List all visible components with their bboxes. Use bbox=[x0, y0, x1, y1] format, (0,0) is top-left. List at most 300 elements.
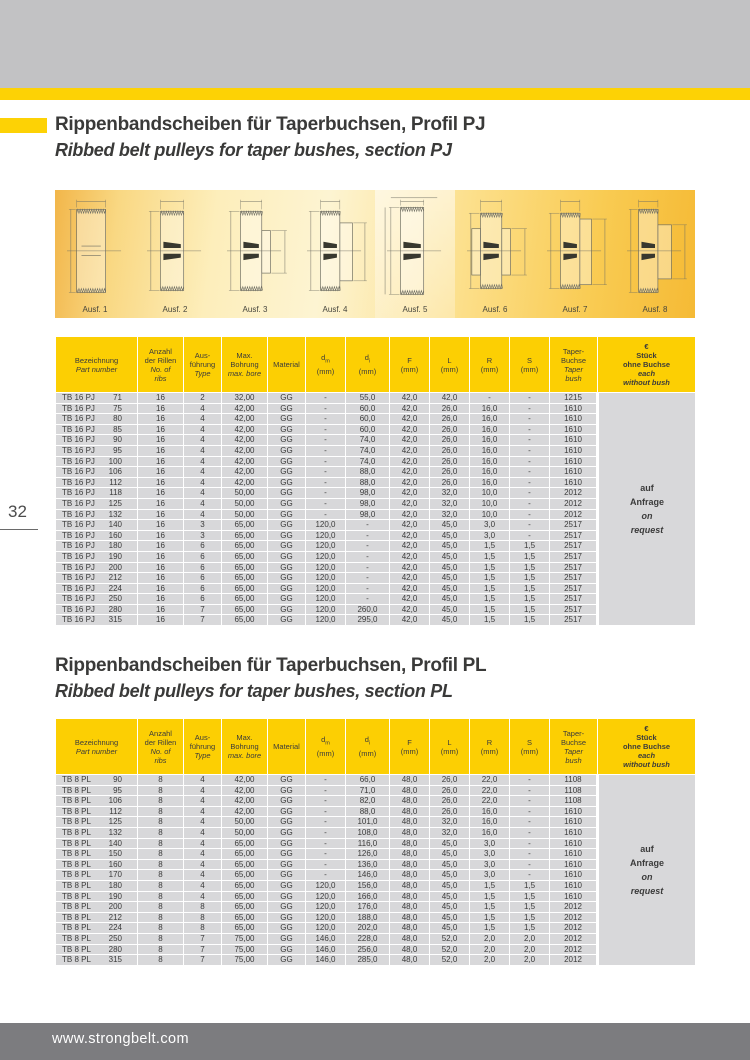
part-number-cell: TB 16 PJ 90 bbox=[56, 435, 138, 446]
data-cell: - bbox=[306, 414, 346, 425]
data-cell: 42,0 bbox=[390, 562, 430, 573]
pulley-cross-section bbox=[536, 192, 614, 304]
data-cell: GG bbox=[268, 880, 306, 891]
part-number-cell: TB 8 PL 150 bbox=[56, 849, 138, 860]
data-cell: GG bbox=[268, 859, 306, 870]
column-header: $d_m$ (mm) bbox=[306, 719, 346, 775]
pulley-drawings-panel bbox=[55, 190, 695, 318]
pj-table bbox=[55, 336, 696, 626]
data-cell: 65,00 bbox=[222, 530, 268, 541]
data-cell: 1610 bbox=[550, 880, 598, 891]
data-cell: - bbox=[510, 817, 550, 828]
data-cell: 26,0 bbox=[430, 467, 470, 478]
part-number-cell: TB 16 PJ 118 bbox=[56, 488, 138, 499]
data-cell: - bbox=[346, 520, 390, 531]
data-cell: - bbox=[510, 530, 550, 541]
data-cell: 50,00 bbox=[222, 827, 268, 838]
data-cell: - bbox=[346, 573, 390, 584]
data-cell: GG bbox=[268, 944, 306, 955]
data-cell: 26,0 bbox=[430, 456, 470, 467]
data-cell: - bbox=[510, 775, 550, 786]
data-cell: 42,00 bbox=[222, 775, 268, 786]
data-cell: 285,0 bbox=[346, 955, 390, 966]
data-cell: 66,0 bbox=[346, 775, 390, 786]
column-header: Material bbox=[268, 719, 306, 775]
data-cell: 2012 bbox=[550, 902, 598, 913]
data-cell: 2,0 bbox=[470, 944, 510, 955]
pulley-drawing bbox=[455, 190, 535, 318]
data-cell: - bbox=[306, 403, 346, 414]
data-cell: 108,0 bbox=[346, 827, 390, 838]
data-cell: 1108 bbox=[550, 796, 598, 807]
data-cell: 16 bbox=[138, 414, 184, 425]
part-number-cell: TB 16 PJ 132 bbox=[56, 509, 138, 520]
data-cell: 65,00 bbox=[222, 902, 268, 913]
data-cell: 120,0 bbox=[306, 562, 346, 573]
data-cell: - bbox=[510, 393, 550, 404]
page-number: 32 bbox=[8, 502, 27, 521]
data-cell: GG bbox=[268, 424, 306, 435]
data-cell: 88,0 bbox=[346, 806, 390, 817]
data-cell: 2012 bbox=[550, 944, 598, 955]
data-cell: GG bbox=[268, 902, 306, 913]
part-number-cell: TB 16 PJ 160 bbox=[56, 530, 138, 541]
data-cell: GG bbox=[268, 817, 306, 828]
data-cell: 42,0 bbox=[390, 424, 430, 435]
data-cell: - bbox=[306, 859, 346, 870]
data-cell: 1610 bbox=[550, 838, 598, 849]
data-cell: 75,00 bbox=[222, 933, 268, 944]
data-cell: 48,0 bbox=[390, 923, 430, 934]
data-cell: 228,0 bbox=[346, 933, 390, 944]
data-cell: 22,0 bbox=[470, 785, 510, 796]
data-cell: 2012 bbox=[550, 912, 598, 923]
data-cell: 42,00 bbox=[222, 445, 268, 456]
data-cell: 3,0 bbox=[470, 530, 510, 541]
section-pj-titles bbox=[55, 112, 485, 163]
data-cell: 42,00 bbox=[222, 477, 268, 488]
data-cell: 26,0 bbox=[430, 435, 470, 446]
pl-table bbox=[55, 718, 696, 966]
data-cell: 4 bbox=[184, 414, 222, 425]
part-number-cell: TB 16 PJ 80 bbox=[56, 414, 138, 425]
data-cell: 4 bbox=[184, 403, 222, 414]
data-cell: 1,5 bbox=[470, 880, 510, 891]
data-cell: 2,0 bbox=[510, 933, 550, 944]
data-cell: 1,5 bbox=[470, 891, 510, 902]
data-cell: 16 bbox=[138, 403, 184, 414]
data-cell: 1,5 bbox=[510, 891, 550, 902]
data-cell: - bbox=[346, 562, 390, 573]
data-cell: 75,00 bbox=[222, 955, 268, 966]
data-cell: GG bbox=[268, 796, 306, 807]
data-cell: 120,0 bbox=[306, 551, 346, 562]
drawing-label: Ausf. 6 bbox=[482, 305, 508, 314]
data-cell: 26,0 bbox=[430, 806, 470, 817]
data-cell: 295,0 bbox=[346, 615, 390, 626]
data-cell: - bbox=[306, 445, 346, 456]
data-cell: 2517 bbox=[550, 530, 598, 541]
data-cell: 4 bbox=[184, 859, 222, 870]
data-cell: 8 bbox=[138, 859, 184, 870]
pulley-cross-section bbox=[216, 192, 294, 304]
data-cell: 45,0 bbox=[430, 880, 470, 891]
data-cell: 1610 bbox=[550, 467, 598, 478]
data-cell: GG bbox=[268, 393, 306, 404]
data-cell: 48,0 bbox=[390, 806, 430, 817]
part-number-cell: TB 8 PL 200 bbox=[56, 902, 138, 913]
data-cell: GG bbox=[268, 520, 306, 531]
pulley-cross-section bbox=[616, 192, 694, 304]
data-cell: 1,5 bbox=[510, 594, 550, 605]
column-header: Max. Bohrung max. bore bbox=[222, 337, 268, 393]
data-cell: - bbox=[510, 414, 550, 425]
data-cell: GG bbox=[268, 467, 306, 478]
data-cell: 45,0 bbox=[430, 562, 470, 573]
data-cell: 16 bbox=[138, 551, 184, 562]
data-cell: 16,0 bbox=[470, 806, 510, 817]
data-cell: 45,0 bbox=[430, 902, 470, 913]
part-number-cell: TB 8 PL 180 bbox=[56, 880, 138, 891]
data-cell: 42,0 bbox=[390, 530, 430, 541]
part-number-cell: TB 16 PJ 75 bbox=[56, 403, 138, 414]
data-cell: 48,0 bbox=[390, 880, 430, 891]
data-cell: 8 bbox=[184, 923, 222, 934]
data-cell: 1108 bbox=[550, 775, 598, 786]
data-cell: 65,00 bbox=[222, 520, 268, 531]
data-cell: - bbox=[306, 393, 346, 404]
data-cell: - bbox=[346, 541, 390, 552]
data-cell: 2012 bbox=[550, 933, 598, 944]
column-header: $d_m$ (mm) bbox=[306, 337, 346, 393]
part-number-cell: TB 16 PJ 85 bbox=[56, 424, 138, 435]
data-cell: 48,0 bbox=[390, 944, 430, 955]
data-cell: - bbox=[306, 796, 346, 807]
data-cell: 16 bbox=[138, 477, 184, 488]
data-cell: 42,00 bbox=[222, 414, 268, 425]
data-cell: 1,5 bbox=[470, 912, 510, 923]
drawing-label: Ausf. 3 bbox=[242, 305, 268, 314]
data-cell: - bbox=[510, 488, 550, 499]
data-cell: 50,00 bbox=[222, 817, 268, 828]
pulley-cross-section bbox=[376, 192, 454, 304]
data-cell: 26,0 bbox=[430, 403, 470, 414]
data-cell: 4 bbox=[184, 806, 222, 817]
data-cell: GG bbox=[268, 933, 306, 944]
data-cell: 7 bbox=[184, 944, 222, 955]
part-number-cell: TB 16 PJ 95 bbox=[56, 445, 138, 456]
data-cell: 65,00 bbox=[222, 573, 268, 584]
data-cell: 4 bbox=[184, 424, 222, 435]
data-cell: 260,0 bbox=[346, 604, 390, 615]
data-cell: 98,0 bbox=[346, 498, 390, 509]
data-cell: 48,0 bbox=[390, 849, 430, 860]
data-cell: 4 bbox=[184, 870, 222, 881]
data-cell: - bbox=[306, 456, 346, 467]
data-cell: 2517 bbox=[550, 551, 598, 562]
data-cell: 52,0 bbox=[430, 955, 470, 966]
data-cell: 2517 bbox=[550, 594, 598, 605]
data-cell: - bbox=[510, 424, 550, 435]
data-cell: GG bbox=[268, 827, 306, 838]
data-cell: 1108 bbox=[550, 785, 598, 796]
data-cell: 60,0 bbox=[346, 424, 390, 435]
part-number-cell: TB 8 PL 250 bbox=[56, 933, 138, 944]
data-cell: 7 bbox=[184, 933, 222, 944]
data-cell: 65,00 bbox=[222, 923, 268, 934]
data-cell: GG bbox=[268, 838, 306, 849]
data-cell: 2012 bbox=[550, 923, 598, 934]
data-cell: 120,0 bbox=[306, 880, 346, 891]
data-cell: 16,0 bbox=[470, 403, 510, 414]
data-cell: 3,0 bbox=[470, 859, 510, 870]
data-cell: 45,0 bbox=[430, 849, 470, 860]
data-cell: 120,0 bbox=[306, 594, 346, 605]
data-cell: 120,0 bbox=[306, 573, 346, 584]
data-cell: 74,0 bbox=[346, 435, 390, 446]
data-cell: 10,0 bbox=[470, 509, 510, 520]
column-header: Aus- führung Type bbox=[184, 337, 222, 393]
data-cell: 1,5 bbox=[510, 923, 550, 934]
data-cell: 16,0 bbox=[470, 414, 510, 425]
data-cell: 8 bbox=[138, 796, 184, 807]
data-cell: 16,0 bbox=[470, 435, 510, 446]
data-cell: GG bbox=[268, 923, 306, 934]
data-cell: 16 bbox=[138, 445, 184, 456]
data-cell: - bbox=[510, 435, 550, 446]
data-cell: GG bbox=[268, 562, 306, 573]
data-cell: 1610 bbox=[550, 817, 598, 828]
data-cell: 1,5 bbox=[510, 583, 550, 594]
table-row bbox=[56, 393, 696, 404]
data-cell: 1,5 bbox=[470, 615, 510, 626]
data-cell: 1,5 bbox=[470, 573, 510, 584]
part-number-cell: TB 8 PL 280 bbox=[56, 944, 138, 955]
data-cell: 26,0 bbox=[430, 477, 470, 488]
data-cell: GG bbox=[268, 594, 306, 605]
data-cell: 2012 bbox=[550, 509, 598, 520]
data-cell: 8 bbox=[138, 923, 184, 934]
data-cell: 16 bbox=[138, 393, 184, 404]
data-cell: 10,0 bbox=[470, 488, 510, 499]
data-cell: 65,00 bbox=[222, 604, 268, 615]
column-header: Taper- Buchse Taper bush bbox=[550, 719, 598, 775]
data-cell: 42,00 bbox=[222, 785, 268, 796]
data-cell: 16,0 bbox=[470, 817, 510, 828]
part-number-cell: TB 8 PL 160 bbox=[56, 859, 138, 870]
part-number-cell: TB 16 PJ 180 bbox=[56, 541, 138, 552]
part-number-cell: TB 16 PJ 315 bbox=[56, 615, 138, 626]
column-header: R (mm) bbox=[470, 719, 510, 775]
data-cell: 16,0 bbox=[470, 477, 510, 488]
data-cell: 1610 bbox=[550, 870, 598, 881]
data-cell: 2012 bbox=[550, 498, 598, 509]
data-cell: 65,00 bbox=[222, 880, 268, 891]
part-number-cell: TB 8 PL 315 bbox=[56, 955, 138, 966]
data-cell: 48,0 bbox=[390, 817, 430, 828]
data-cell: 2517 bbox=[550, 520, 598, 531]
data-cell: 75,00 bbox=[222, 944, 268, 955]
pulley-drawing bbox=[535, 190, 615, 318]
data-cell: 45,0 bbox=[430, 530, 470, 541]
section-title-en: Ribbed belt pulleys for taper bushes, section PL bbox=[55, 681, 453, 701]
part-number-cell: TB 8 PL 90 bbox=[56, 775, 138, 786]
section-title-de: Rippenbandscheiben für Taperbuchsen, Profil PJ bbox=[55, 114, 486, 135]
data-cell: 60,0 bbox=[346, 403, 390, 414]
data-cell: 42,0 bbox=[390, 488, 430, 499]
column-header: S (mm) bbox=[510, 719, 550, 775]
data-cell: 1,5 bbox=[470, 541, 510, 552]
column-header: Anzahl der Rillen No. of ribs bbox=[138, 719, 184, 775]
data-cell: 42,0 bbox=[390, 615, 430, 626]
data-cell: 120,0 bbox=[306, 923, 346, 934]
data-cell: 65,00 bbox=[222, 583, 268, 594]
drawing-label: Ausf. 5 bbox=[402, 305, 428, 314]
data-cell: 8 bbox=[138, 944, 184, 955]
data-cell: GG bbox=[268, 414, 306, 425]
part-number-cell: TB 8 PL 106 bbox=[56, 796, 138, 807]
data-cell: - bbox=[306, 775, 346, 786]
data-cell: 8 bbox=[138, 785, 184, 796]
data-cell: 42,0 bbox=[390, 445, 430, 456]
data-cell: 1610 bbox=[550, 456, 598, 467]
data-cell: 48,0 bbox=[390, 859, 430, 870]
data-cell: 42,0 bbox=[390, 498, 430, 509]
header-row bbox=[56, 337, 696, 393]
pulley-cross-section bbox=[136, 192, 214, 304]
data-cell: 26,0 bbox=[430, 414, 470, 425]
data-cell: 48,0 bbox=[390, 796, 430, 807]
column-header: € Stück ohne Buchse each without bush bbox=[598, 337, 696, 393]
data-cell: 48,0 bbox=[390, 775, 430, 786]
pulley-drawing bbox=[215, 190, 295, 318]
data-cell: 6 bbox=[184, 583, 222, 594]
data-cell: 6 bbox=[184, 541, 222, 552]
data-cell: 156,0 bbox=[346, 880, 390, 891]
data-cell: 16 bbox=[138, 562, 184, 573]
column-header: $d_i$ (mm) bbox=[346, 337, 390, 393]
data-cell: 45,0 bbox=[430, 520, 470, 531]
data-cell: 42,00 bbox=[222, 796, 268, 807]
data-cell: 45,0 bbox=[430, 583, 470, 594]
data-cell: - bbox=[306, 817, 346, 828]
data-cell: 7 bbox=[184, 955, 222, 966]
data-cell: GG bbox=[268, 806, 306, 817]
data-cell: 8 bbox=[138, 827, 184, 838]
column-header: L (mm) bbox=[430, 337, 470, 393]
column-header: Material bbox=[268, 337, 306, 393]
data-cell: GG bbox=[268, 456, 306, 467]
data-cell: 65,00 bbox=[222, 870, 268, 881]
data-cell: 120,0 bbox=[306, 530, 346, 541]
data-cell: 48,0 bbox=[390, 891, 430, 902]
data-cell: 2 bbox=[184, 393, 222, 404]
part-number-cell: TB 16 PJ 106 bbox=[56, 467, 138, 478]
availability-note: auf Anfrage on request bbox=[598, 775, 696, 966]
data-cell: 2,0 bbox=[510, 944, 550, 955]
data-cell: GG bbox=[268, 445, 306, 456]
data-cell: 42,00 bbox=[222, 806, 268, 817]
part-number-cell: TB 16 PJ 250 bbox=[56, 594, 138, 605]
data-cell: GG bbox=[268, 785, 306, 796]
column-header: R (mm) bbox=[470, 337, 510, 393]
data-cell: 4 bbox=[184, 849, 222, 860]
data-cell: 256,0 bbox=[346, 944, 390, 955]
section-title-de: Rippenbandscheiben für Taperbuchsen, Profil PL bbox=[55, 655, 487, 676]
footer-bar bbox=[0, 1023, 750, 1060]
data-cell: 4 bbox=[184, 445, 222, 456]
column-header: Anzahl der Rillen No. of ribs bbox=[138, 337, 184, 393]
data-cell: 16 bbox=[138, 594, 184, 605]
data-cell: 1,5 bbox=[470, 562, 510, 573]
data-cell: 188,0 bbox=[346, 912, 390, 923]
data-cell: 4 bbox=[184, 456, 222, 467]
data-cell: 16 bbox=[138, 498, 184, 509]
pulley-cross-section bbox=[296, 192, 374, 304]
part-number-cell: TB 8 PL 132 bbox=[56, 827, 138, 838]
data-cell: GG bbox=[268, 912, 306, 923]
data-cell: 2517 bbox=[550, 541, 598, 552]
data-cell: GG bbox=[268, 583, 306, 594]
data-cell: 45,0 bbox=[430, 594, 470, 605]
data-cell: 65,00 bbox=[222, 562, 268, 573]
data-cell: 98,0 bbox=[346, 509, 390, 520]
part-number-cell: TB 16 PJ 212 bbox=[56, 573, 138, 584]
data-cell: GG bbox=[268, 870, 306, 881]
data-cell: 1,5 bbox=[470, 551, 510, 562]
data-cell: 2517 bbox=[550, 573, 598, 584]
data-cell: 48,0 bbox=[390, 827, 430, 838]
data-cell: 65,00 bbox=[222, 891, 268, 902]
drawing-label: Ausf. 7 bbox=[562, 305, 588, 314]
data-cell: 3,0 bbox=[470, 838, 510, 849]
data-cell: - bbox=[306, 806, 346, 817]
data-cell: 16 bbox=[138, 583, 184, 594]
drawing-label: Ausf. 4 bbox=[322, 305, 348, 314]
data-cell: 1610 bbox=[550, 445, 598, 456]
availability-note: auf Anfrage on request bbox=[598, 393, 696, 626]
data-cell: 88,0 bbox=[346, 467, 390, 478]
data-cell: 32,0 bbox=[430, 827, 470, 838]
drawing-label: Ausf. 1 bbox=[82, 305, 108, 314]
data-cell: 2012 bbox=[550, 955, 598, 966]
section-title-en: Ribbed belt pulleys for taper bushes, section PJ bbox=[55, 140, 452, 160]
drawing-label: Ausf. 8 bbox=[642, 305, 668, 314]
data-cell: 16 bbox=[138, 604, 184, 615]
data-cell: 1610 bbox=[550, 403, 598, 414]
data-cell: - bbox=[306, 488, 346, 499]
data-cell: 48,0 bbox=[390, 785, 430, 796]
data-cell: 65,00 bbox=[222, 859, 268, 870]
data-cell: 4 bbox=[184, 827, 222, 838]
column-header: F (mm) bbox=[390, 337, 430, 393]
data-cell: 1610 bbox=[550, 891, 598, 902]
data-cell: 16 bbox=[138, 456, 184, 467]
data-cell: - bbox=[510, 445, 550, 456]
part-number-cell: TB 16 PJ 100 bbox=[56, 456, 138, 467]
part-number-cell: TB 16 PJ 200 bbox=[56, 562, 138, 573]
data-cell: 48,0 bbox=[390, 902, 430, 913]
data-cell: - bbox=[510, 806, 550, 817]
data-cell: 16,0 bbox=[470, 424, 510, 435]
data-cell: 42,0 bbox=[390, 520, 430, 531]
data-cell: 65,00 bbox=[222, 594, 268, 605]
section-pl-titles bbox=[55, 653, 486, 704]
data-cell: 7 bbox=[184, 615, 222, 626]
data-cell: 120,0 bbox=[306, 902, 346, 913]
data-cell: 26,0 bbox=[430, 796, 470, 807]
data-cell: 146,0 bbox=[306, 955, 346, 966]
